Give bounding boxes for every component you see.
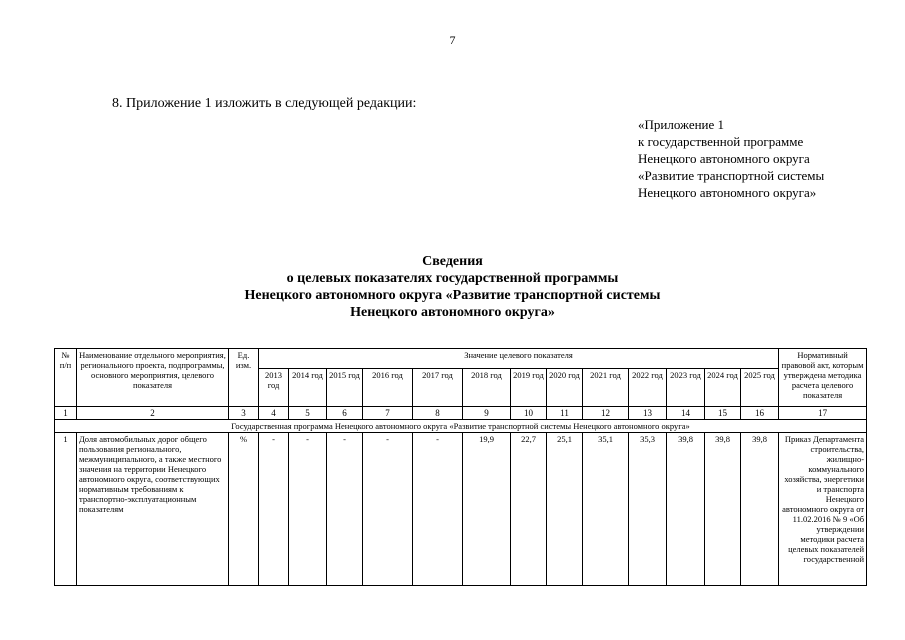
header-year: 2017 год xyxy=(413,369,463,407)
appendix-reference xyxy=(638,116,824,201)
column-number-row xyxy=(55,407,867,420)
column-number: 10 xyxy=(511,407,547,420)
header-year: 2023 год xyxy=(667,369,705,407)
header-year: 2020 год xyxy=(547,369,583,407)
appendix-line: к государственной программе xyxy=(638,134,804,149)
column-number: 14 xyxy=(667,407,705,420)
header-year: 2025 год xyxy=(741,369,779,407)
column-number: 5 xyxy=(289,407,327,420)
appendix-line: «Развитие транспортной системы xyxy=(638,168,825,183)
value-cell: 22,7 xyxy=(511,433,547,586)
column-number: 9 xyxy=(463,407,511,420)
program-title: Государственная программа Ненецкого автономного округа «Развитие транспортной системы Ненецкого автономного округа» xyxy=(55,420,867,433)
indicator-name: Доля автомобильных дорог общего пользования регионального, межмуниципального, а также местного значения на территории Ненецкого автономного округа, соответствующих нормативным требованиям к транспортно-эксплуатационным показателям xyxy=(77,433,229,586)
program-row xyxy=(55,420,867,433)
header-year: 2019 год xyxy=(511,369,547,407)
heading-line: о целевых показателях государственной программы xyxy=(286,271,619,286)
header-name: Наименование отдельного мероприятия, регионального проекта, подпрограммы, основного мероприятия, целевого показателя xyxy=(77,349,229,407)
value-cell: - xyxy=(327,433,363,586)
indicator-unit: % xyxy=(229,433,259,586)
document-heading xyxy=(0,253,905,321)
value-cell: - xyxy=(289,433,327,586)
column-number: 15 xyxy=(705,407,741,420)
header-year: 2016 год xyxy=(363,369,413,407)
value-cell: 39,8 xyxy=(741,433,779,586)
column-number: 3 xyxy=(229,407,259,420)
appendix-line: Ненецкого автономного округа xyxy=(638,151,810,166)
value-cell: 39,8 xyxy=(667,433,705,586)
heading-line: Ненецкого автономного округа «Развитие транспортной системы xyxy=(244,288,661,303)
header-year: 2013 год xyxy=(259,369,289,407)
column-number: 8 xyxy=(413,407,463,420)
intro-text: 8. Приложение 1 изложить в следующей редакции: xyxy=(112,96,417,111)
value-cell: 39,8 xyxy=(705,433,741,586)
heading-line: Сведения xyxy=(422,254,483,269)
column-number: 6 xyxy=(327,407,363,420)
header-legal-act: Нормативный правовой акт, которым утверждена методика расчета целевого показателя xyxy=(779,349,867,407)
column-number: 17 xyxy=(779,407,867,420)
column-number: 2 xyxy=(77,407,229,420)
row-number: 1 xyxy=(55,433,77,586)
header-year: 2021 год xyxy=(583,369,629,407)
legal-act: Приказ Департамента строительства, жилищно-коммунального хозяйства, энергетики и транспорта Ненецкого автономного округа от 11.02.2016 № 9 «Об утверждении методики расчета целевых показателей государственной xyxy=(779,433,867,586)
column-number: 7 xyxy=(363,407,413,420)
column-number: 1 xyxy=(55,407,77,420)
value-cell: 19,9 xyxy=(463,433,511,586)
header-values: Значение целевого показателя xyxy=(259,349,779,369)
appendix-line: «Приложение 1 xyxy=(638,117,725,132)
column-number: 12 xyxy=(583,407,629,420)
page-number: 7 xyxy=(449,33,456,47)
column-number: 4 xyxy=(259,407,289,420)
value-cell: - xyxy=(259,433,289,586)
appendix-line: Ненецкого автономного округа» xyxy=(638,185,817,200)
value-cell: 35,3 xyxy=(629,433,667,586)
value-cell: 35,1 xyxy=(583,433,629,586)
header-year: 2015 год xyxy=(327,369,363,407)
heading-line: Ненецкого автономного округа» xyxy=(350,305,555,320)
header-year: 2014 год xyxy=(289,369,327,407)
value-cell: - xyxy=(363,433,413,586)
value-cell: 25,1 xyxy=(547,433,583,586)
header-number: № п/п xyxy=(55,349,77,407)
table-row xyxy=(55,433,867,586)
value-cell: - xyxy=(413,433,463,586)
header-year: 2024 год xyxy=(705,369,741,407)
indicators-table xyxy=(54,348,867,586)
header-year: 2018 год xyxy=(463,369,511,407)
column-number: 16 xyxy=(741,407,779,420)
header-unit: Ед. изм. xyxy=(229,349,259,407)
header-year: 2022 год xyxy=(629,369,667,407)
column-number: 13 xyxy=(629,407,667,420)
column-number: 11 xyxy=(547,407,583,420)
